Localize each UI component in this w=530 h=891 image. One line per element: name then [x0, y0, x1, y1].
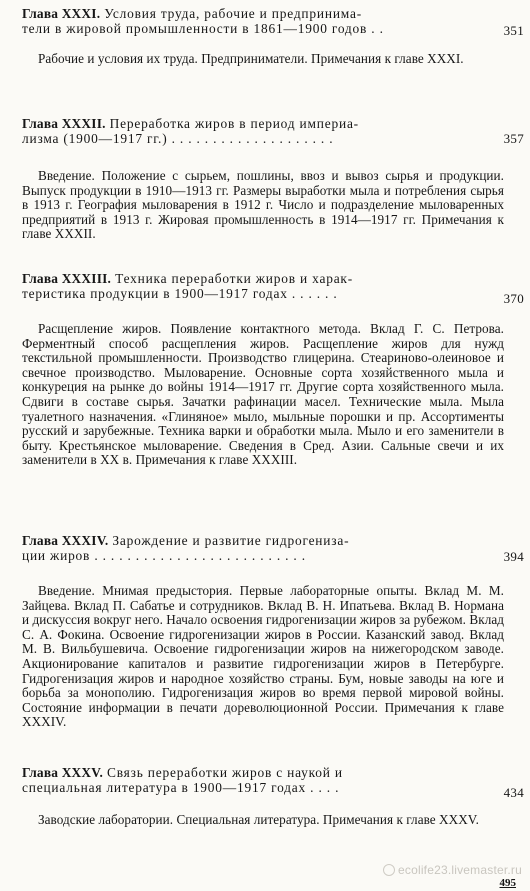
chapter-33 [22, 271, 524, 468]
chapter-title-cont: тели в жировой промышленности в 1861—1900 годов . . [22, 21, 384, 36]
chapter-32 [22, 116, 524, 242]
chapter-number: Глава XXXI. [22, 6, 101, 21]
page-reference: 357 [503, 131, 524, 146]
chapter-title: Переработка жиров в период империа- [109, 116, 359, 131]
chapter-contents: Введение. Положение с сырьем, пошлины, ввоз и вывоз сырья и продукции. Выпуск продукции в 1910—1913 гг. Размеры выработки мыла и потребления сырья в 1913 г. География мыловарения в 1912 г. Число и подразделение мыловаренных предприятий в 1913 г. Жировая промышленность в 1914—1917 гг. Примечания к главе XXXII. [22, 168, 504, 242]
page-reference: 370 [503, 291, 524, 306]
chapter-title-cont: лизма (1900—1917 гг.) . . . . . . . . . . . . . . . . . . . . [22, 131, 334, 146]
chapter-title: Зарождение и развитие гидрогениза- [112, 533, 350, 548]
chapter-31 [22, 6, 524, 67]
chapter-number: Глава XXXIV. [22, 533, 109, 548]
chapter-34 [22, 533, 524, 730]
chapter-title-cont: специальная литература в 1900—1917 годах . . . . [22, 780, 340, 795]
watermark-text: ecolife23.livemaster.ru [398, 863, 522, 877]
watermark [383, 863, 522, 877]
chapter-heading [22, 533, 498, 563]
chapter-contents: Рабочие и условия их труда. Предприниматели. Примечания к главе XXXI. [38, 51, 464, 66]
page-reference: 434 [503, 785, 524, 800]
chapter-title: Условия труда, рабочие и предпринима- [104, 6, 362, 21]
chapter-number: Глава XXXV. [22, 765, 103, 780]
chapter-heading [22, 116, 498, 146]
chapter-number: Глава XXXIII. [22, 271, 112, 286]
chapter-heading [22, 271, 498, 301]
chapter-title: Техника переработки жиров и харак- [115, 271, 353, 286]
chapter-contents: Заводские лаборатории. Специальная литература. Примечания к главе XXXV. [38, 812, 479, 827]
chapter-contents: Расщепление жиров. Появление контактного метода. Вклад Г. С. Петрова. Ферментный способ расщепления жиров. Расщепление жиров для нужд текстильной промышленности. Производство глицерина. Стеариново-олеиновое и свечное производство. Мыловарение. Основные сорта хозяйственного мыла и конкуреция на рынке до войны 1914—1917 гг. Другие сорта хозяйственного мыла. Сдвиги в составе сырья. Зачатки рафинации масел. Технические мыла. Мыла туалетного назначения. «Глиняное» мыло, мыльные порошки и пр. Ассортименты русский и зарубежные. Техника варки и обработки мыла. Мыло и его заменители в быту. Крестьянское мыловарение. Сведения в Сред. Азии. Сальные свечи и их заменители в XX в. Примечания к главе XXXIII. [22, 321, 504, 468]
chapter-number: Глава XXXII. [22, 116, 106, 131]
globe-icon [383, 864, 395, 876]
chapter-contents: Введение. Мнимая предыстория. Первые лабораторные опыты. Вклад М. М. Зайцева. Вклад П. Сабатье и сотрудников. Вклад В. Н. Ипатьева. Вклад В. Нормана и дискуссия вокруг него. Начало освоения гидрогенизации жиров за рубежом. Вклад С. А. Фокина. Освоение гидрогенизации жиров в России. Казанский завод. Вклад М. В. Вильбушевича. Освоение гидрогенизации жиров на нижегородском заводе. Акционирование капиталов и развитие гидрогенизации жиров в Петербурге. Гидрогенизация жиров и народное хозяйство страны. Бум, новые заводы на юге и борьба за монополию. Гидрогенизация жиров во время первой мировой войны. Состояние информации в печати дореволюционной России. Примечания к главе XXXIV. [22, 583, 504, 730]
page-reference: 351 [503, 23, 524, 38]
chapter-title-cont: ции жиров . . . . . . . . . . . . . . . . . . . . . . . . . . [22, 548, 306, 563]
page-reference: 394 [503, 549, 524, 564]
chapter-title: Связь переработки жиров с наукой и [107, 765, 343, 780]
chapter-title-cont: теристика продукции в 1900—1917 годах . . . . . . [22, 286, 338, 301]
page-number: 495 [499, 877, 516, 889]
chapter-heading [22, 765, 498, 795]
chapter-35 [22, 765, 524, 828]
chapter-heading [22, 6, 498, 36]
